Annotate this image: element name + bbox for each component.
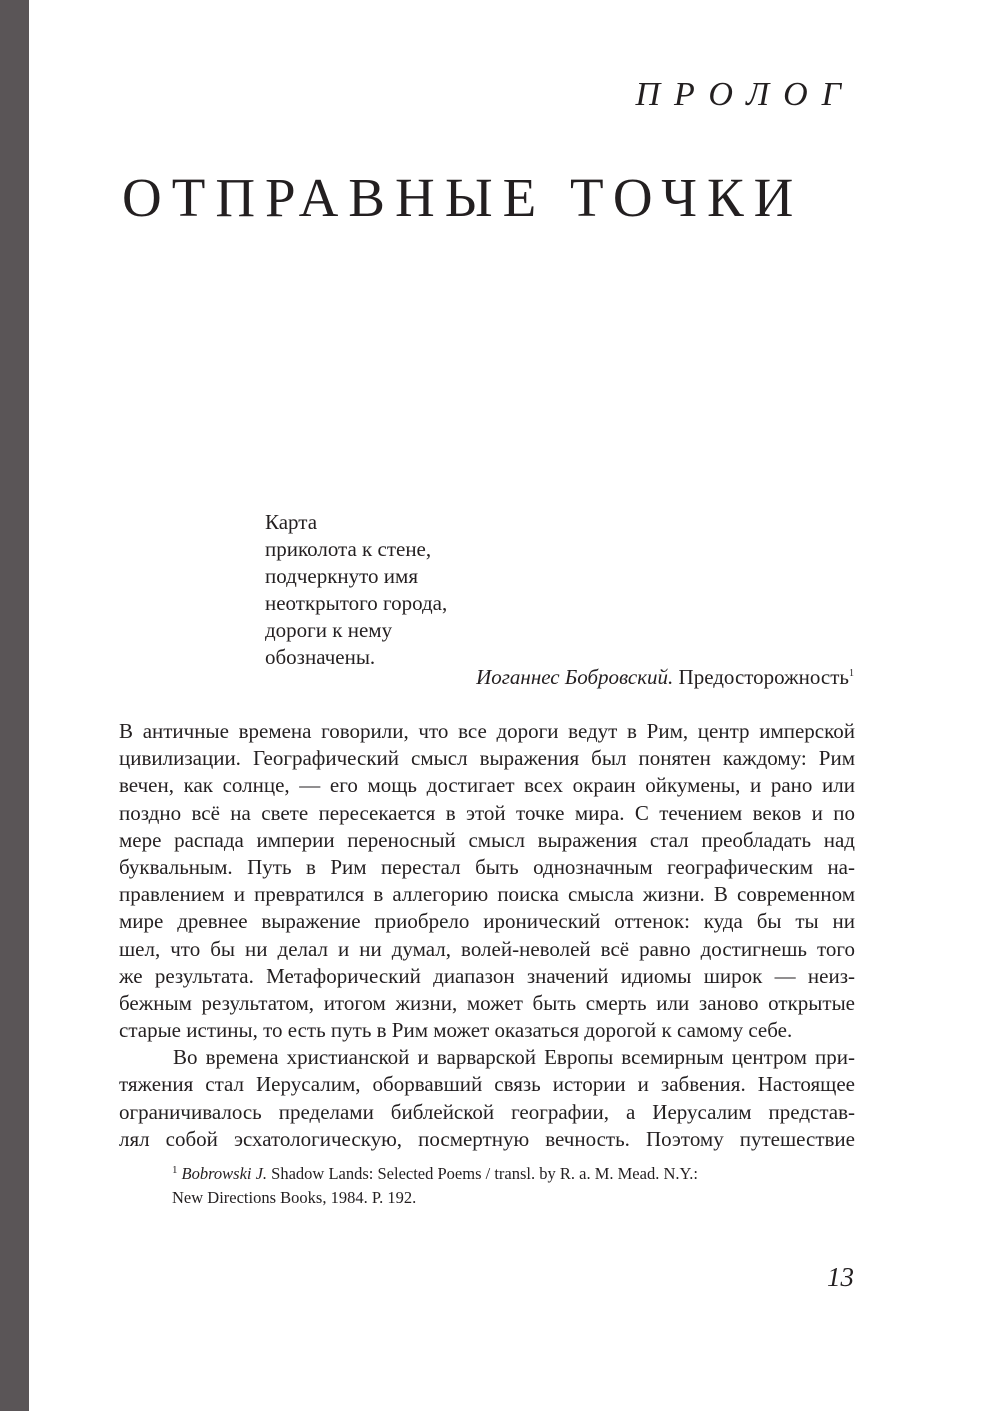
epigraph-author: Иоганнес Бобровский. [476, 665, 674, 689]
footnote-mark: 1 [172, 1163, 178, 1176]
paragraph-1-line: цивилизации. Географический смысл выражения был понятен каждому: Рим [119, 746, 855, 771]
page-spine-bar [0, 0, 29, 1411]
paragraph-1-line: мере распада империи переносный смысл выражения стал преобладать над [119, 827, 855, 852]
paragraph-1-line: буквальным. Путь в Рим перестал быть однозначным географическим на- [119, 854, 855, 879]
epigraph-line: приколота к стене, [265, 537, 432, 561]
epigraph-attribution [476, 664, 854, 691]
paragraph-1-line: старые истины, то есть путь в Рим может оказаться дорогой к самому себе. [119, 1018, 793, 1043]
paragraph-1-line: мире древнее выражение приобрело иронический оттенок: куда бы ты ни [119, 909, 855, 934]
footnote [172, 1162, 698, 1210]
footnote-citation: Shadow Lands: Selected Poems / transl. by R. a. M. Mead. N.Y.: [271, 1164, 698, 1183]
paragraph-1-line: правлением и превратился в аллегорию поиска смысла жизни. В современном [119, 882, 855, 907]
paragraph-1-line: В античные времена говорили, что все дороги ведут в Рим, центр имперской [119, 719, 855, 743]
paragraph-1-line: шел, что бы ни делал и ни думал, волей-неволей всё равно достигнешь того [119, 936, 855, 961]
footnote-line-1 [172, 1162, 698, 1186]
paragraph-1-line: бежным результатом, итогом жизни, может быть смерть или заново открытые [119, 990, 855, 1015]
epigraph-work-title: Предосторожность [678, 665, 849, 689]
chapter-title: ОТПРАВНЫЕ ТОЧКИ [122, 167, 804, 228]
body-text [119, 718, 855, 1153]
footnote-line-2: New Directions Books, 1984. P. 192. [172, 1188, 417, 1207]
epigraph-line: дороги к нему [265, 618, 393, 642]
paragraph-2-line: лял собой эсхатологическую, посмертную вечность. Поэтому путешествие [119, 1126, 855, 1151]
paragraph-1-line: же результата. Метафорический диапазон значений идиомы широк — неиз- [119, 963, 855, 988]
paragraph-2-line: тяжения стал Иерусалим, оборвавший связь истории и забвения. Настоящее [119, 1072, 855, 1097]
epigraph-poem [265, 509, 447, 671]
epigraph-line: Карта [265, 510, 318, 534]
paragraph-1-line: вечен, как солнце, — его мощь достигает всех окраин ойкумены, и рано или [119, 773, 855, 798]
paragraph-2-line: Во времена христианской и варварской Европы всемирным центром при- [173, 1045, 855, 1070]
chapter-label: ПРОЛОГ [635, 76, 855, 113]
page-number: 13 [827, 1262, 854, 1292]
epigraph-line: обозначены. [265, 645, 376, 669]
epigraph-line: неоткрытого города, [265, 591, 448, 615]
footnote-reference[interactable]: 1 [849, 668, 854, 679]
footnote-author: Bobrowski J. [181, 1164, 268, 1183]
paragraph-1-line: поздно всё на свете пересекается в этой точке мира. С течением веков и по [119, 800, 855, 825]
paragraph-2-line: ограничивалось пределами библейской географии, а Иерусалим представ- [119, 1099, 855, 1124]
epigraph-line: подчеркнуто имя [265, 564, 418, 588]
